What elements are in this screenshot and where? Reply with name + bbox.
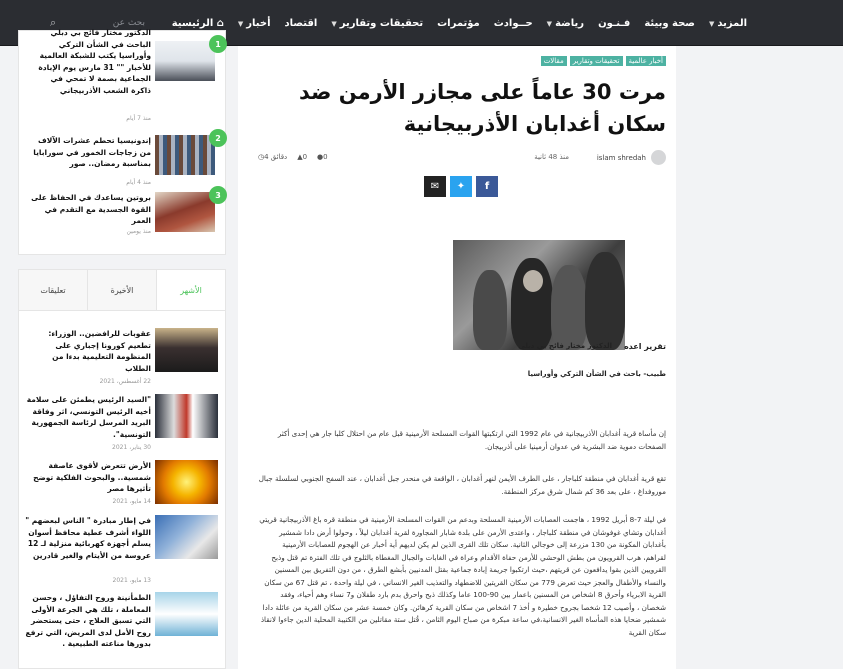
popular-item-title[interactable]: عقوبات للرافضين.. الوزراء: تطعيم كورونا إجباري على المنظومة التعليمية بدءا من الطلاب: [48, 329, 151, 373]
article-title: مرت 30 عاماً على مجازر الأرمن ضد سكان أغدابان الأذربيجانية: [298, 80, 666, 136]
nav-item-conferences[interactable]: مؤتمرات: [437, 17, 480, 29]
popular-item-thumbnail[interactable]: [155, 592, 218, 636]
nav-item-news[interactable]: أخبار▼: [237, 17, 271, 29]
tab-latest[interactable]: الأخيرة: [88, 270, 157, 310]
nav-item-sports[interactable]: رياضة▼: [546, 17, 585, 29]
recent-item-title[interactable]: بروتين يساعدك في الحفاظ على القوة الجسدية مع التقدم في العمر: [31, 193, 151, 225]
recent-item-thumbnail[interactable]: [155, 135, 215, 175]
article-paragraph: في ليلة 7-8 أبريل 1992 ، هاجمت العصابات الأرمينية المسلحة وبدعم من القوات المسلحة الأرمينية في منطقة قره باغ الأذربيجانية قريتي أغدابان وتشاي غوفوشان في منطقة كلباجار ، واعتدى الأرمن على بلدة شابار المجاورة لقرية أغدابان ليلاً ، وحولوا أرض دادا شمشير بأغدابان المكونة من 130 مزرعة إلى خوجالي الثانية. سكان تلك القرى الذين لم يكن لديهم أية أخبار عن الهجوم للعصابات الأرمينية لقراهم، هرب القرويون من بطش الوحشي للأرمن حفاة الأقدام وعراة في الغابات والجبال المغطاة بالثلوج في تلك الفترة تم قتل وذبح القرويين الذين بقوا يدافعون عن قريتهم ،حيث ارتكبوا جريمة إبادة جماعية بقتل المدنيين بأبشع الطرق ، من دون التفريق بين المسنين والنساء والأطفال والعجز حيث تعرض 779 من سكان القريتين للاضطهاد والتعذيب الغير الانساني ، في ليلة واحدة ، تم قتل 67 من سكان القرية الابرياء وأحرق 8 اشخاص من المسنين باعمار بين 90-100 عاما وكذلك ذبح واحرق بدم بارد طفلان و7 نساء وهم أحياء، وفقد شخصان ، وأصيب 12 شخصا بجروح خطيرة و أخذ 7 اشخاص من سكان القرية كرهائن. وكان خمسة عشر من سكان القرية من عائلة دادا شمشير ضحايا هذه المأساة الغير الانسانية،في ساعة مبكرة من صباح اليوم الثامن ، قُتل ستة مقاتلين من الكتيبة المحلية الدين جاءوا لانقاذ سكان القرية: [259, 515, 666, 637]
author-name[interactable]: islam shredah: [596, 153, 646, 162]
publish-time: منذ 48 ثانية: [534, 153, 569, 161]
nav-item-investigations[interactable]: تحقيقات وتقارير▼: [331, 17, 424, 29]
popular-item-thumbnail[interactable]: [155, 515, 218, 559]
tab-comments[interactable]: تعليقات: [19, 270, 88, 310]
photo-caption: الدكتور مختار فائج بي دبلي: [518, 342, 612, 350]
share-facebook-button[interactable]: [476, 176, 498, 197]
report-label: تقرير اعده: [623, 342, 666, 351]
recent-item-thumbnail[interactable]: [155, 41, 215, 81]
nav-item-arts[interactable]: فـنـون: [598, 17, 631, 29]
article-photo: [453, 240, 625, 350]
read-time: ◷4 دقائق: [258, 153, 288, 161]
rank-badge: 1: [209, 35, 227, 53]
nav-item-more[interactable]: المزيد▼: [708, 17, 747, 29]
article-paragraph: إن مأساة قرية أغدابان الأذربيجانية في عام 1992 التي ارتكبتها القوات المسلحة الأرمينية قبل عام من احتلال كلبا جار هي إحدى أكثر الصفحات دموية ضد البشرية في عدوان أرمينيا على أذربيجان.: [277, 429, 666, 451]
tag-link[interactable]: أخبار عالمية: [626, 56, 666, 66]
popular-item-thumbnail[interactable]: [155, 328, 218, 372]
popular-item-title[interactable]: الأرض تتعرض لأقوى عاصفة شمسية.. والبحوث الفلكية توضح تأثيرها مصر: [33, 461, 151, 493]
recent-posts-widget: [18, 30, 226, 255]
home-icon: ⌂: [216, 17, 224, 29]
recent-item-thumbnail[interactable]: [155, 192, 215, 232]
popular-item-date: 14 مايو، 2021: [112, 498, 151, 505]
rank-badge: 2: [209, 129, 227, 147]
article-tags: [541, 56, 666, 66]
comment-icon: ●: [317, 153, 324, 161]
search-icon[interactable]: ⌕: [50, 16, 57, 29]
nav-item-accidents[interactable]: حــوادث: [493, 17, 533, 29]
twitter-icon: ✦: [456, 181, 466, 192]
comments-count[interactable]: ●0: [317, 153, 328, 161]
recent-item-title[interactable]: الدكتور مختار فائج بي دبلي الباحث في الشأن التركي وأوراسيا يكتب للشبكة العالمية للأخبار "" 31 مارس يوم الإبادة الجماعية بصمة لا تمحي في ذاكرة الشعب الأذربيجاني: [38, 28, 151, 95]
chevron-down-icon: ▼: [708, 19, 715, 28]
recent-item-date: منذ 4 أيام: [126, 179, 151, 186]
fire-icon: ▲: [297, 153, 303, 161]
popular-item-title[interactable]: الطمأنينة وروح التفاؤل ، وحسن المعاملة ، تلك هي الجرعة الأولى التي تسبق العلاج ، حتى يستحضر روح الأمل لدى المريض، التي ترفع بدورها مناعته الطبيعية .: [25, 593, 151, 648]
recent-item-title[interactable]: إندونيسيا تحطم عشرات الآلاف من زجاجات الخمور في سورابايا بمناسبة رمضان.. صور: [33, 136, 151, 168]
tabbed-posts-widget: [18, 269, 226, 669]
tab-popular[interactable]: الأشهر: [157, 270, 225, 310]
article-stats: [256, 153, 328, 161]
search-placeholder[interactable]: بحث عن: [112, 18, 145, 28]
tag-link[interactable]: مقالات: [541, 56, 567, 66]
chevron-down-icon: ▼: [237, 19, 244, 28]
nav-item-home[interactable]: ⌂ الرئيسية: [171, 17, 224, 29]
popular-item-date: 30 يناير، 2021: [112, 444, 151, 451]
author-info[interactable]: [597, 150, 666, 165]
share-email-button[interactable]: [424, 176, 446, 197]
popular-item-date: 13 مايو، 2021: [112, 577, 151, 584]
popular-item-thumbnail[interactable]: [155, 394, 218, 438]
nav-item-health[interactable]: صحة وبيئة: [644, 17, 695, 29]
recent-item-date: منذ 7 أيام: [126, 115, 151, 122]
widget-tabs: [19, 270, 225, 311]
popular-item-title[interactable]: "السيد الرئيس يطمئن على سلامة أخيه الرئيس التونسي، اثر وفاقة البريد المرسل لرئاسة الجمهورية التونسية".: [26, 395, 151, 439]
chevron-down-icon: ▼: [331, 19, 337, 28]
article-meta: [238, 150, 666, 166]
tag-link[interactable]: تحقيقات وتقارير: [570, 56, 623, 66]
facebook-icon: f: [484, 181, 490, 192]
article-paragraph: تقع قرية أغدابان في منطقة كلباجار ، على الطرف الأيمن لنهر أغدابان ، الواقعة في منحدر جبل أغدابان ، عند السفح الجنوبي لسلسلة جبال موروفداغ ، على بعد 36 كم شمال شرق مركز المنطقة.: [258, 474, 666, 496]
popular-item-title[interactable]: في إطار مبادرة " الناس لبعضهم " اللواء أشرف عطية محافظ أسوان يسلم أجهزة كهربائية منزلية لـ 12 عروسة من الأيتام والغير قادرين: [25, 516, 151, 560]
nav-item-economy[interactable]: اقتصاد: [284, 17, 318, 29]
recent-item-date: منذ يومين: [126, 228, 151, 235]
main-menu: [172, 0, 747, 46]
author-title: طبيب- باحث في الشأن التركي وأوراسيا: [527, 370, 666, 378]
rank-badge: 3: [209, 186, 227, 204]
article-card: [238, 46, 676, 669]
views-count: ▲0: [297, 153, 308, 161]
email-icon: ✉: [430, 181, 440, 192]
share-twitter-button[interactable]: [450, 176, 472, 197]
chevron-down-icon: ▼: [546, 19, 553, 28]
clock-icon: ◷: [258, 153, 265, 161]
popular-item-date: 22 أغسطس، 2021: [99, 378, 151, 385]
share-buttons: [424, 176, 498, 197]
popular-item-thumbnail[interactable]: [155, 460, 218, 504]
avatar[interactable]: [651, 150, 666, 165]
